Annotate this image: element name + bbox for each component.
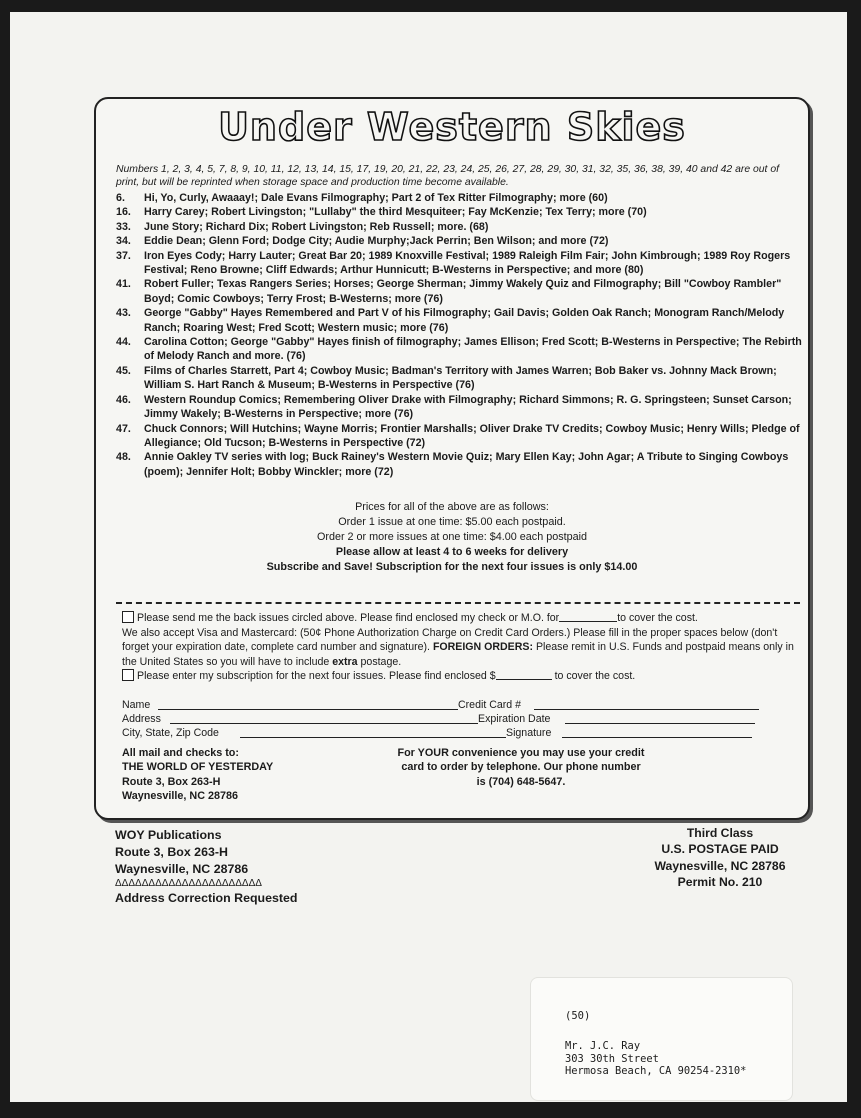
issue-contents: George "Gabby" Hayes Remembered and Part V of his Filmography; Gail Davis; Golden Oak Ranch; Monogram Ranch/Melody Ranch; Roaring West; Fred Scott; Western music; more (76) [144, 307, 785, 334]
postage-permit: Permit No. 210 [677, 875, 763, 890]
back-issues-list [116, 191, 804, 479]
address-correction: Address Correction Requested [115, 891, 298, 905]
phone-order-notice: For YOUR convenience you may use your credit card to order by telephone. Our phone number is (704) 648-5647. [397, 747, 645, 788]
issue-item [116, 220, 804, 234]
mail-to-org: THE WORLD OF YESTERDAY [122, 761, 274, 774]
back-cover-page [10, 12, 847, 1102]
issue-item [116, 191, 804, 205]
page-title: Under Western Skies [218, 105, 686, 149]
customer-fields [122, 699, 802, 741]
issue-number: 44. [116, 336, 131, 349]
issue-contents: Eddie Dean; Glenn Ford; Dodge City; Audie Murphy;Jack Perrin; Ben Wilson; and more (72) [144, 235, 609, 248]
foreign-orders-text: Please remit in U.S. Funds and postpaid means only in the United States so you will have to include [122, 641, 794, 668]
return-address [115, 827, 297, 907]
postage-paid: U.S. POSTAGE PAID [661, 842, 779, 857]
address-label: Address [122, 713, 161, 725]
amount-blank[interactable] [559, 611, 617, 622]
mail-to-street: Route 3, Box 263-H [122, 775, 221, 788]
mail-to-city: Waynesville, NC 28786 [122, 790, 239, 803]
credit-card-field[interactable] [534, 699, 759, 710]
publisher-street: Route 3, Box 263-H [115, 845, 228, 859]
recipient-name: Mr. J.C. Ray [565, 1040, 641, 1052]
subscription-offer: Subscribe and Save! Subscription for the next four issues is only $14.00 [266, 561, 638, 573]
city-label: City, State, Zip Code [122, 727, 219, 739]
issue-item [116, 234, 804, 248]
mail-to-heading: All mail and checks to: [122, 747, 239, 759]
issue-contents: Hi, Yo, Curly, Awaaay!; Dale Evans Filmography; Part 2 of Tex Ritter Filmography; more (60) [144, 192, 608, 204]
issue-contents: Iron Eyes Cody; Harry Lauter; Great Bar 20; 1989 Knoxville Festival; 1989 Raleigh Film Fair; John Kimbrough; 1989 Roy Rogers Festival; Reno Browne; Cliff Edwards; Arthur Hunnicutt; B-Westerns in Perspective; and more (80) [144, 249, 791, 277]
postage-city: Waynesville, NC 28786 [654, 858, 786, 873]
issue-number: 34. [116, 235, 131, 248]
order-panel [94, 97, 810, 820]
issue-number: 43. [116, 307, 131, 320]
price-list [96, 500, 808, 575]
price-multi-issue: Order 2 or more issues at one time: $4.00 each postpaid [316, 531, 588, 543]
foreign-extra-word: extra [332, 655, 358, 668]
issue-item [116, 422, 804, 451]
publisher-name: WOY Publications [115, 828, 222, 842]
issue-number: 33. [116, 220, 131, 233]
card-info [122, 626, 802, 670]
recipient-street: 303 30th Street [565, 1052, 659, 1065]
issue-number: 48. [116, 451, 131, 464]
city-field[interactable] [240, 727, 506, 738]
delivery-notice: Please allow at least 4 to 6 weeks for delivery [335, 546, 569, 558]
issue-number: 45. [116, 364, 131, 377]
issue-number: 37. [116, 249, 131, 262]
issue-contents: Robert Fuller; Texas Rangers Series; Horses; George Sherman; Jimmy Wakely Quiz and Filmography; Bill "Cowboy Rambler" Boyd; Comic Cowboys; Terry Frost; B-Westerns; more (76) [144, 278, 782, 305]
issue-item [116, 393, 804, 422]
back-issues-text-end: to cover the cost. [617, 612, 698, 624]
issue-contents: Annie Oakley TV series with log; Buck Rainey's Western Movie Quiz; Mary Ellen Kay; John Agar; A Tribute to Singing Cowboys (poem); Jennifer Holt; Bobby Winckler; more (72) [144, 451, 789, 478]
issue-number: 46. [116, 393, 131, 406]
issue-item [116, 277, 804, 306]
back-issues-checkbox[interactable] [122, 611, 134, 623]
expiration-field[interactable] [565, 713, 755, 724]
signature-field[interactable] [562, 727, 752, 738]
expiration-label: Expiration Date [478, 713, 551, 725]
issue-contents: Chuck Connors; Will Hutchins; Wayne Morris; Frontier Marshalls; Oliver Drake TV Credits; Cowboy Music; Henry Wills; Pledge of Allegiance; Old Tucson; B-Westerns in Perspective (72) [144, 422, 800, 449]
signature-label: Signature [506, 727, 552, 739]
price-intro: Prices for all of the above are as follows: [355, 501, 549, 513]
name-label: Name [122, 699, 151, 711]
issue-item [116, 205, 804, 219]
foreign-orders-text-end: postage. [360, 655, 402, 668]
name-field[interactable] [158, 699, 458, 710]
issue-contents: Harry Carey; Robert Livingston; "Lullaby" the third Mesquiteer; Fay McKenzie; Tex Terry; more (70) [144, 206, 647, 219]
postage-indicia [630, 825, 810, 891]
mail-to-address [122, 746, 273, 804]
issue-item [116, 450, 804, 479]
foreign-orders-label: FOREIGN ORDERS: [432, 641, 533, 654]
visa-text: We also accept Visa and Mastercard: (50¢ Phone Authorization Charge on Credit Card Orders.) Please fill in the proper spaces below (don't forget your expiration date, complete card number and signature). [122, 626, 778, 654]
order-form [122, 611, 802, 684]
postage-class: Third Class [686, 826, 754, 840]
subscription-checkbox[interactable] [122, 669, 134, 681]
credit-card-label: Credit Card # [458, 699, 521, 711]
subscription-amount-blank[interactable] [496, 669, 552, 680]
issue-number: 41. [116, 278, 131, 291]
back-issues-text: Please send me the back issues circled above. Please find enclosed my check or M.O. for [137, 612, 560, 624]
out-of-print-notice: Numbers 1, 2, 3, 4, 5, 7, 8, 9, 10, 11, 12, 13, 14, 15, 17, 19, 20, 21, 22, 23, 24, 25, 26, 27, 28, 29, 30, 31, 32, 35, 36, 38, 39, 40 and 42 are out of print, but will be reprinted when storage space and production time become available. [116, 164, 779, 188]
issue-item [116, 364, 804, 393]
subscription-text: Please enter my subscription for the next four issues. Please find enclosed $ [137, 670, 496, 683]
issue-number: 6. [116, 192, 125, 204]
issue-contents: June Story; Richard Dix; Robert Livingston; Reb Russell; more. (68) [144, 220, 489, 233]
cut-line [116, 602, 800, 604]
publisher-city: Waynesville, NC 28786 [115, 862, 249, 876]
label-code: (50) [565, 1010, 591, 1022]
issue-contents: Carolina Cotton; George "Gabby" Hayes finish of filmography; James Ellison; Fred Scott; B-Westerns in Perspective; The Rebirth of Melody Ranch and more. (76) [144, 336, 802, 363]
issue-contents: Western Roundup Comics; Remembering Oliver Drake with Filmography; Richard Simmons; R. G. Springsteen; Sunset Carson; Jimmy Wakely; B-Westerns in Perspective; more (76) [144, 393, 792, 421]
issue-item [116, 306, 804, 335]
price-single-issue: Order 1 issue at one time: $5.00 each postpaid. [338, 516, 566, 528]
recipient-city: Hermosa Beach, CA 90254-2310* [565, 1065, 747, 1078]
mailing-label [530, 977, 793, 1101]
publisher-carets: ΔΔΔΔΔΔΔΔΔΔΔΔΔΔΔΔΔΔΔΔΔΔ [115, 878, 262, 889]
subscription-option [122, 669, 802, 684]
issue-item [116, 249, 804, 278]
issue-number: 47. [116, 422, 131, 435]
label-address [565, 1040, 746, 1078]
subscription-text-end: to cover the cost. [554, 670, 636, 683]
issue-contents: Films of Charles Starrett, Part 4; Cowboy Music; Badman's Territory with James Warren; Bob Baker vs. Johnny Mack Brown; William S. Hart Ranch & Museum; B-Westerns in Perspective (76) [144, 364, 777, 392]
address-field[interactable] [170, 713, 478, 724]
issue-number: 16. [116, 206, 131, 219]
back-issues-option [122, 611, 802, 626]
issue-item [116, 335, 804, 364]
